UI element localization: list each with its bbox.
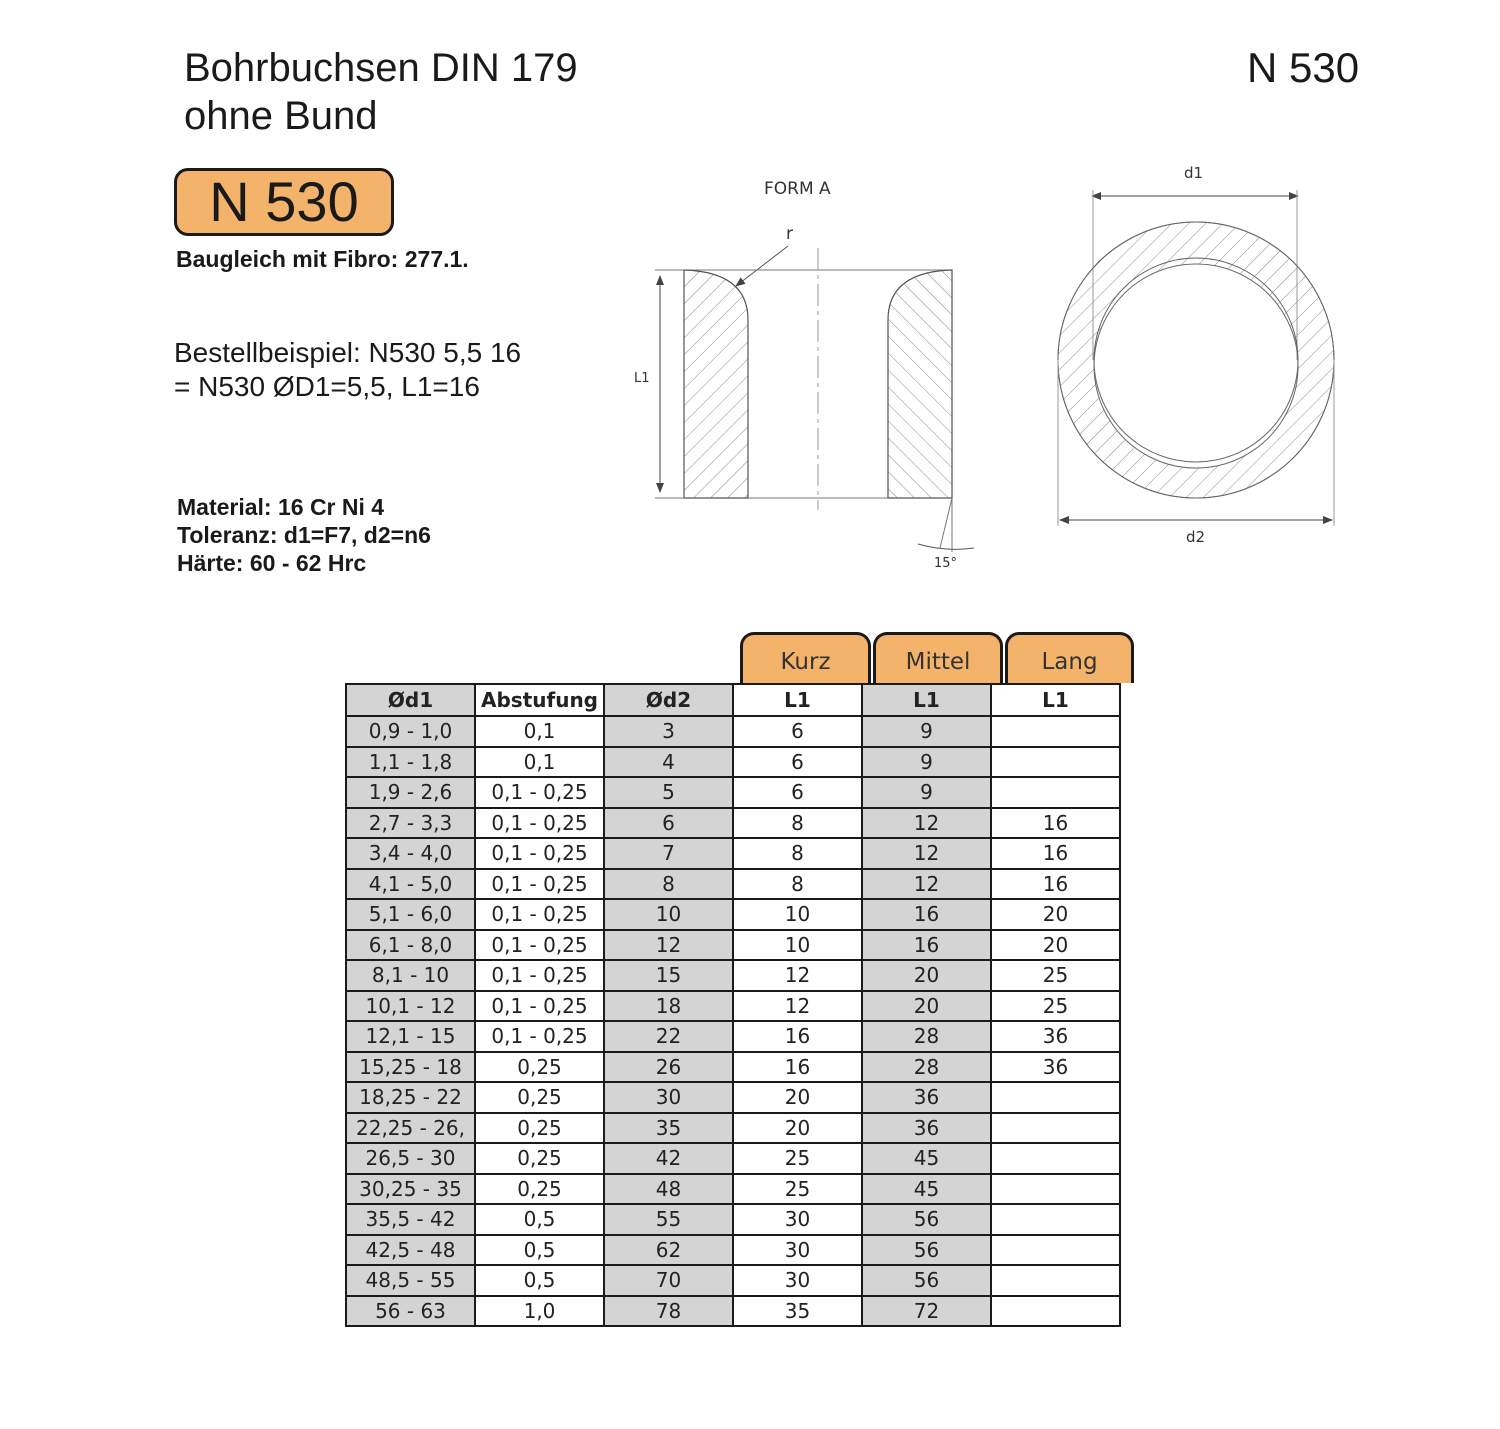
cell-d2: 30 xyxy=(604,1082,733,1113)
cell-l1-mittel: 72 xyxy=(862,1296,991,1327)
cell-l1-mittel: 12 xyxy=(862,869,991,900)
cell-d1: 2,7 - 3,3 xyxy=(346,808,475,839)
cell-d2: 35 xyxy=(604,1113,733,1144)
header-l1-kurz: L1 xyxy=(733,684,862,716)
cell-abstufung: 0,25 xyxy=(475,1052,604,1083)
cell-abstufung: 0,1 - 0,25 xyxy=(475,991,604,1022)
table-row xyxy=(346,777,1120,808)
cell-abstufung: 0,5 xyxy=(475,1265,604,1296)
cell-d1: 30,25 - 35 xyxy=(346,1174,475,1205)
cell-abstufung: 0,25 xyxy=(475,1174,604,1205)
table-row xyxy=(346,1021,1120,1052)
cell-d1: 5,1 - 6,0 xyxy=(346,899,475,930)
cell-d1: 18,25 - 22 xyxy=(346,1082,475,1113)
d1-label: d1 xyxy=(1184,164,1204,182)
table-row xyxy=(346,960,1120,991)
cell-d2: 12 xyxy=(604,930,733,961)
cell-l1-lang xyxy=(991,1235,1120,1266)
cell-l1-lang xyxy=(991,1143,1120,1174)
table-row xyxy=(346,747,1120,778)
cell-l1-kurz: 12 xyxy=(733,960,862,991)
table-row xyxy=(346,930,1120,961)
cell-abstufung: 0,25 xyxy=(475,1113,604,1144)
cell-l1-mittel: 56 xyxy=(862,1265,991,1296)
table-row xyxy=(346,1265,1120,1296)
cell-l1-lang xyxy=(991,1113,1120,1144)
cell-l1-mittel: 16 xyxy=(862,930,991,961)
cell-d2: 7 xyxy=(604,838,733,869)
cell-l1-lang xyxy=(991,1082,1120,1113)
cell-abstufung: 0,1 xyxy=(475,747,604,778)
cell-l1-lang xyxy=(991,716,1120,747)
cell-l1-mittel: 56 xyxy=(862,1235,991,1266)
cell-l1-lang: 25 xyxy=(991,991,1120,1022)
cell-abstufung: 0,1 - 0,25 xyxy=(475,777,604,808)
cell-abstufung: 1,0 xyxy=(475,1296,604,1327)
table-row xyxy=(346,1235,1120,1266)
cell-d1: 12,1 - 15 xyxy=(346,1021,475,1052)
section-view xyxy=(634,179,974,571)
cell-abstufung: 0,1 - 0,25 xyxy=(475,930,604,961)
cell-d2: 78 xyxy=(604,1296,733,1327)
specs-block xyxy=(177,493,431,577)
tab-kurz: Kurz xyxy=(740,632,871,683)
top-view xyxy=(1058,164,1334,546)
d2-label: d2 xyxy=(1186,528,1206,546)
table-row xyxy=(346,991,1120,1022)
cell-l1-kurz: 25 xyxy=(733,1174,862,1205)
cell-l1-kurz: 10 xyxy=(733,930,862,961)
angle-label: 15° xyxy=(934,556,958,571)
product-code: N 530 xyxy=(1247,44,1360,91)
cell-l1-mittel: 9 xyxy=(862,747,991,778)
order-example-line-2: = N530 ØD1=5,5, L1=16 xyxy=(174,371,480,402)
cell-l1-lang xyxy=(991,1296,1120,1327)
cell-l1-mittel: 28 xyxy=(862,1052,991,1083)
cell-d2: 62 xyxy=(604,1235,733,1266)
table-row xyxy=(346,808,1120,839)
table-row xyxy=(346,1174,1120,1205)
table-row xyxy=(346,869,1120,900)
cell-l1-kurz: 16 xyxy=(733,1052,862,1083)
cell-d2: 4 xyxy=(604,747,733,778)
cell-l1-mittel: 45 xyxy=(862,1143,991,1174)
table-row xyxy=(346,1082,1120,1113)
cell-l1-mittel: 20 xyxy=(862,960,991,991)
tab-mittel: Mittel xyxy=(873,632,1003,683)
cell-l1-kurz: 30 xyxy=(733,1235,862,1266)
cell-d1: 35,5 - 42 xyxy=(346,1204,475,1235)
cell-l1-mittel: 45 xyxy=(862,1174,991,1205)
cell-l1-lang: 20 xyxy=(991,930,1120,961)
cell-abstufung: 0,1 xyxy=(475,716,604,747)
table-header-row xyxy=(346,684,1120,716)
cell-l1-kurz: 30 xyxy=(733,1204,862,1235)
form-label: FORM A xyxy=(764,179,831,199)
cell-d2: 6 xyxy=(604,808,733,839)
cell-l1-kurz: 6 xyxy=(733,747,862,778)
cell-l1-lang: 25 xyxy=(991,960,1120,991)
cell-abstufung: 0,25 xyxy=(475,1143,604,1174)
cell-l1-kurz: 8 xyxy=(733,838,862,869)
radius-label: r xyxy=(786,224,793,244)
cell-d1: 42,5 - 48 xyxy=(346,1235,475,1266)
cell-d1: 48,5 - 55 xyxy=(346,1265,475,1296)
cell-l1-lang xyxy=(991,747,1120,778)
cell-abstufung: 0,5 xyxy=(475,1235,604,1266)
dimension-table xyxy=(345,683,1121,1327)
product-badge: N 530 xyxy=(174,168,394,236)
cell-d2: 15 xyxy=(604,960,733,991)
cell-d2: 5 xyxy=(604,777,733,808)
cell-l1-kurz: 20 xyxy=(733,1113,862,1144)
order-example xyxy=(174,336,521,404)
cell-l1-kurz: 10 xyxy=(733,899,862,930)
cell-abstufung: 0,25 xyxy=(475,1082,604,1113)
cell-d2: 3 xyxy=(604,716,733,747)
table-row xyxy=(346,1113,1120,1144)
order-example-line-1: Bestellbeispiel: N530 5,5 16 xyxy=(174,337,522,368)
table-row xyxy=(346,1052,1120,1083)
title-line-2: ohne Bund xyxy=(184,94,378,138)
cell-l1-lang: 16 xyxy=(991,869,1120,900)
cell-l1-mittel: 28 xyxy=(862,1021,991,1052)
cell-l1-kurz: 6 xyxy=(733,716,862,747)
cell-l1-kurz: 20 xyxy=(733,1082,862,1113)
material-spec: Material: 16 Cr Ni 4 xyxy=(177,494,385,520)
cell-l1-lang xyxy=(991,777,1120,808)
cell-d1: 1,9 - 2,6 xyxy=(346,777,475,808)
cell-d2: 8 xyxy=(604,869,733,900)
cell-l1-lang: 36 xyxy=(991,1021,1120,1052)
header-abstufung: Abstufung xyxy=(475,684,604,716)
cell-l1-mittel: 16 xyxy=(862,899,991,930)
length-label: L1 xyxy=(634,371,650,386)
cell-l1-mittel: 9 xyxy=(862,716,991,747)
cell-d1: 8,1 - 10 xyxy=(346,960,475,991)
cell-d1: 1,1 - 1,8 xyxy=(346,747,475,778)
cell-l1-lang: 16 xyxy=(991,808,1120,839)
cell-l1-kurz: 8 xyxy=(733,869,862,900)
header-d2: Ød2 xyxy=(604,684,733,716)
cell-d1: 6,1 - 8,0 xyxy=(346,930,475,961)
cell-d2: 42 xyxy=(604,1143,733,1174)
cell-l1-mittel: 12 xyxy=(862,838,991,869)
cell-l1-lang xyxy=(991,1265,1120,1296)
cell-l1-mittel: 36 xyxy=(862,1082,991,1113)
cell-l1-kurz: 16 xyxy=(733,1021,862,1052)
table-row xyxy=(346,838,1120,869)
cell-l1-lang xyxy=(991,1174,1120,1205)
header-d1: Ød1 xyxy=(346,684,475,716)
cell-d1: 26,5 - 30 xyxy=(346,1143,475,1174)
cell-l1-mittel: 9 xyxy=(862,777,991,808)
cell-l1-mittel: 20 xyxy=(862,991,991,1022)
cell-d2: 55 xyxy=(604,1204,733,1235)
cell-d1: 10,1 - 12 xyxy=(346,991,475,1022)
cell-l1-kurz: 6 xyxy=(733,777,862,808)
table-row xyxy=(346,1296,1120,1327)
cell-abstufung: 0,1 - 0,25 xyxy=(475,899,604,930)
cell-d1: 3,4 - 4,0 xyxy=(346,838,475,869)
cell-abstufung: 0,1 - 0,25 xyxy=(475,808,604,839)
cell-abstufung: 0,1 - 0,25 xyxy=(475,960,604,991)
table-row xyxy=(346,716,1120,747)
hardness-spec: Härte: 60 - 62 Hrc xyxy=(177,550,367,576)
cell-abstufung: 0,1 - 0,25 xyxy=(475,869,604,900)
cell-d1: 22,25 - 26, xyxy=(346,1113,475,1144)
cell-d2: 48 xyxy=(604,1174,733,1205)
cell-d2: 26 xyxy=(604,1052,733,1083)
cell-l1-lang: 36 xyxy=(991,1052,1120,1083)
technical-drawing xyxy=(600,150,1390,580)
cell-abstufung: 0,1 - 0,25 xyxy=(475,1021,604,1052)
cell-d2: 10 xyxy=(604,899,733,930)
cell-l1-kurz: 12 xyxy=(733,991,862,1022)
cell-l1-kurz: 25 xyxy=(733,1143,862,1174)
table-row xyxy=(346,1204,1120,1235)
cell-d1: 15,25 - 18 xyxy=(346,1052,475,1083)
cell-l1-mittel: 56 xyxy=(862,1204,991,1235)
page-title xyxy=(184,44,578,140)
tab-lang: Lang xyxy=(1005,632,1134,683)
cell-l1-lang: 16 xyxy=(991,838,1120,869)
cell-l1-mittel: 36 xyxy=(862,1113,991,1144)
header-l1-mittel: L1 xyxy=(862,684,991,716)
title-line-1: Bohrbuchsen DIN 179 xyxy=(184,46,578,90)
table-row xyxy=(346,1143,1120,1174)
cell-d1: 56 - 63 xyxy=(346,1296,475,1327)
cell-d2: 18 xyxy=(604,991,733,1022)
cell-abstufung: 0,1 - 0,25 xyxy=(475,838,604,869)
table-row xyxy=(346,899,1120,930)
cell-l1-kurz: 35 xyxy=(733,1296,862,1327)
cell-l1-lang: 20 xyxy=(991,899,1120,930)
equivalent-note: Baugleich mit Fibro: 277.1. xyxy=(176,246,469,272)
cell-l1-lang xyxy=(991,1204,1120,1235)
cell-d1: 4,1 - 5,0 xyxy=(346,869,475,900)
cell-l1-mittel: 12 xyxy=(862,808,991,839)
tolerance-spec: Toleranz: d1=F7, d2=n6 xyxy=(177,522,431,548)
header-l1-lang: L1 xyxy=(991,684,1120,716)
cell-d2: 70 xyxy=(604,1265,733,1296)
cell-abstufung: 0,5 xyxy=(475,1204,604,1235)
cell-l1-kurz: 8 xyxy=(733,808,862,839)
cell-d2: 22 xyxy=(604,1021,733,1052)
cell-d1: 0,9 - 1,0 xyxy=(346,716,475,747)
cell-l1-kurz: 30 xyxy=(733,1265,862,1296)
